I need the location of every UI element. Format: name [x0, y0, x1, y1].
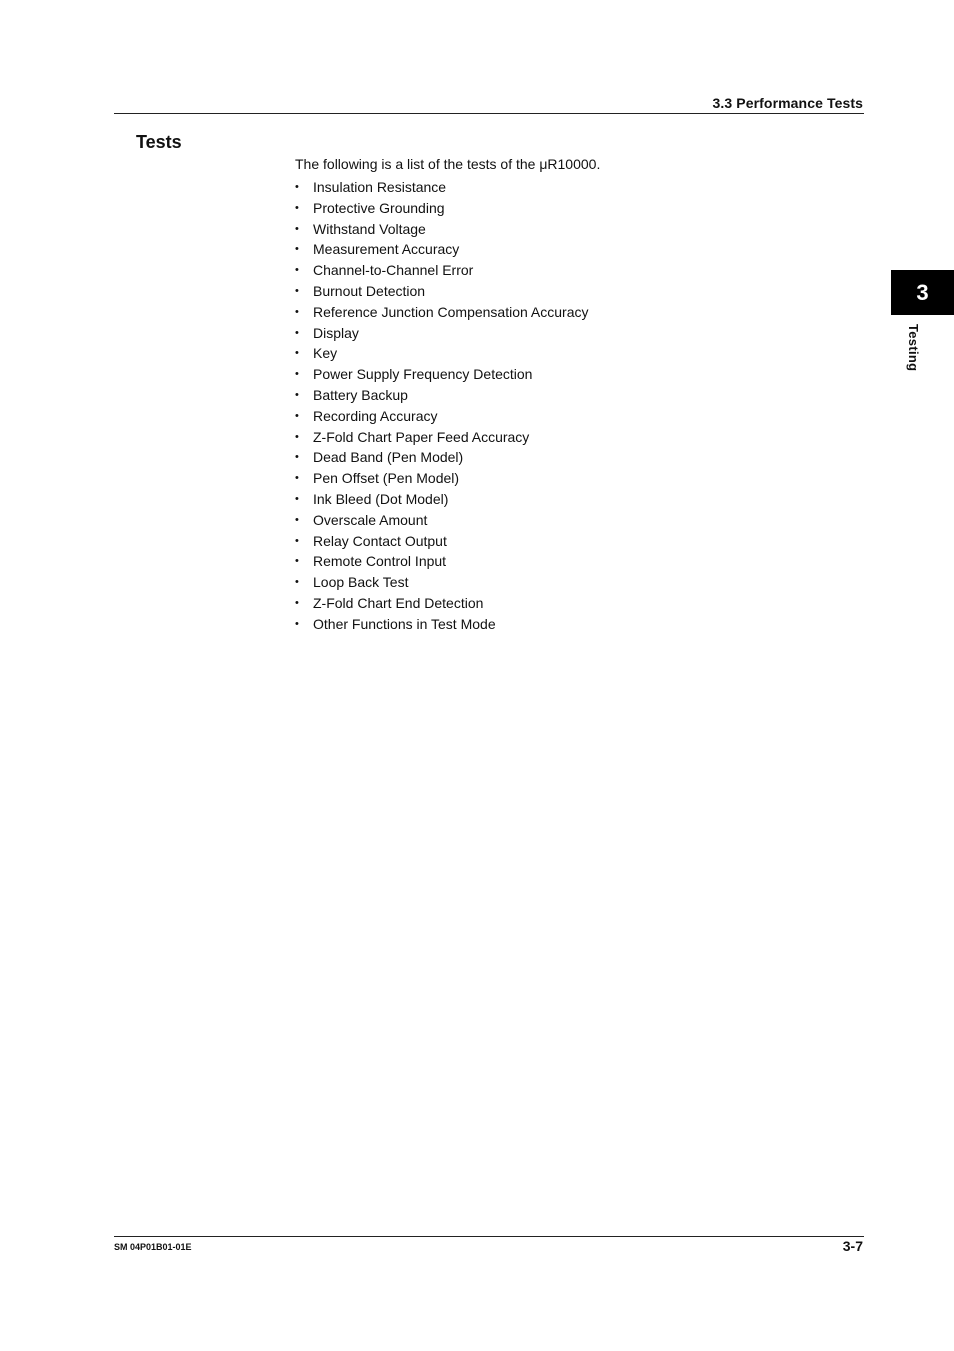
test-item-label: Loop Back Test — [313, 574, 409, 591]
bullet-icon: • — [295, 617, 299, 630]
chapter-tab — [891, 270, 954, 315]
running-header-section: 3.3 Performance Tests — [712, 95, 863, 111]
chapter-name: Testing — [906, 324, 921, 372]
test-item-label: Other Functions in Test Mode — [313, 615, 496, 632]
bullet-icon: • — [295, 201, 299, 214]
test-item-label: Measurement Accuracy — [313, 241, 460, 258]
header-divider — [114, 113, 864, 114]
test-item-label: Z-Fold Chart Paper Feed Accuracy — [313, 428, 530, 445]
bullet-icon: • — [295, 576, 299, 589]
test-item-label: Dead Band (Pen Model) — [313, 449, 464, 466]
test-item-label: Key — [313, 345, 338, 362]
test-item-label: Battery Backup — [313, 386, 408, 403]
section-title: Tests — [136, 132, 182, 152]
intro-text: The following is a list of the tests of the μR10000. — [295, 156, 601, 172]
footer-divider — [114, 1236, 864, 1237]
bullet-icon: • — [295, 305, 299, 318]
bullet-icon: • — [295, 181, 299, 193]
bullet-icon: • — [295, 222, 299, 235]
bullet-icon: • — [295, 347, 299, 360]
bullet-icon: • — [295, 368, 299, 381]
test-item-label: Protective Grounding — [313, 199, 445, 216]
test-item-label: Power Supply Frequency Detection — [313, 366, 533, 383]
test-item-label: Burnout Detection — [313, 282, 426, 299]
test-item-label: Remote Control Input — [313, 553, 447, 570]
test-item-label: Ink Bleed (Dot Model) — [313, 490, 449, 507]
test-item-label: Withstand Voltage — [313, 220, 426, 237]
test-item-label: Relay Contact Output — [313, 532, 447, 549]
test-item-label: Channel-to-Channel Error — [313, 262, 474, 279]
test-item-label: Insulation Resistance — [313, 179, 447, 195]
test-item-label: Pen Offset (Pen Model) — [313, 470, 460, 487]
test-item-label: Overscale Amount — [313, 511, 428, 528]
test-item-label: Recording Accuracy — [313, 407, 438, 424]
test-item-label: Z-Fold Chart End Detection — [313, 594, 484, 611]
bullet-icon: • — [295, 388, 299, 401]
bullet-icon: • — [295, 596, 299, 609]
bullet-icon: • — [295, 430, 299, 443]
bullet-icon: • — [295, 284, 299, 297]
document-code: SM 04P01B01-01E — [114, 1242, 192, 1252]
bullet-icon: • — [295, 472, 299, 485]
bullet-icon: • — [295, 451, 299, 464]
bullet-icon: • — [295, 243, 299, 256]
bullet-icon: • — [295, 264, 299, 277]
test-item-label: Display — [313, 324, 359, 341]
page-number: 3-7 — [842, 1238, 863, 1254]
bullet-icon: • — [295, 513, 299, 526]
bullet-icon: • — [295, 409, 299, 422]
bullet-icon: • — [295, 326, 299, 339]
bullet-icon: • — [295, 534, 299, 547]
bullet-icon: • — [295, 555, 299, 568]
test-item-label: Reference Junction Compensation Accuracy — [313, 303, 589, 320]
bullet-icon: • — [295, 492, 299, 505]
chapter-number: 3 — [916, 279, 929, 305]
